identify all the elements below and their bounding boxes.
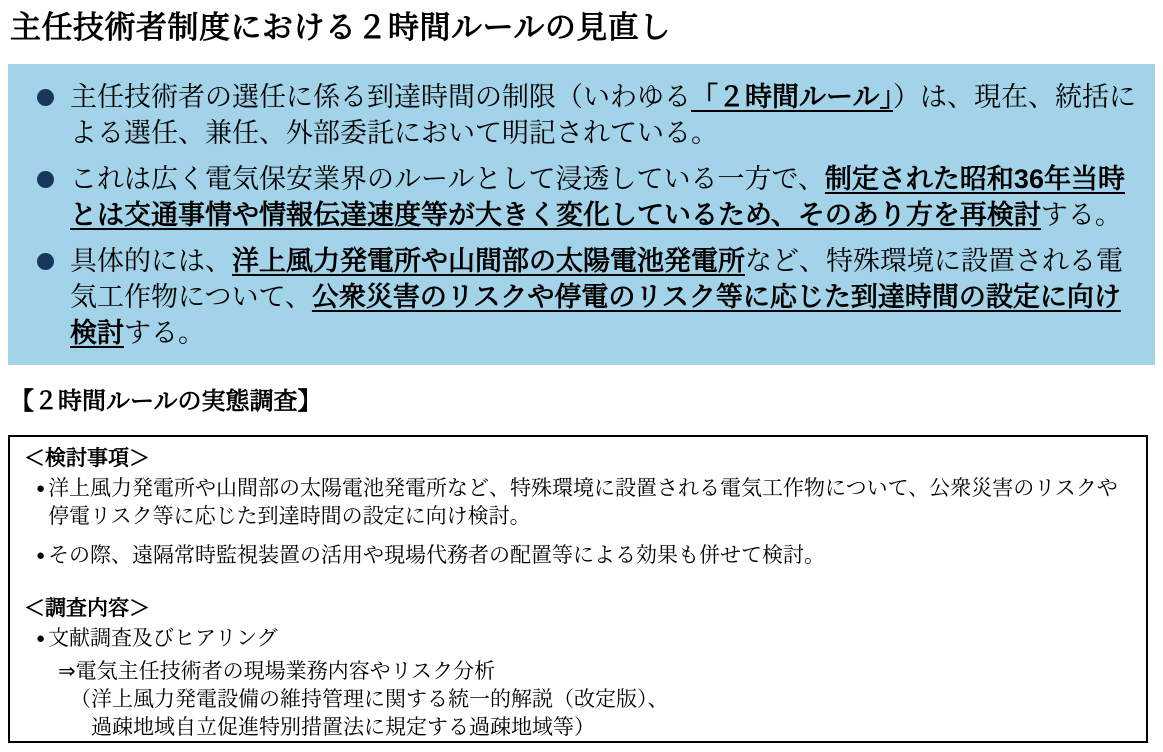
bullet-icon: ● <box>36 547 46 564</box>
arrow-note-continuation: （洋上風力発電設備の維持管理に関する統一的解説（改定版）、 <box>70 688 669 711</box>
bullet-icon <box>37 171 54 188</box>
detail-bullet <box>24 625 1134 653</box>
plain-text: する。 <box>124 318 205 348</box>
detail-sections <box>24 445 1134 653</box>
plain-text: これは広く電気保安業界のルールとして浸透している一方で、 <box>70 164 825 194</box>
detail-bullet <box>24 475 1134 531</box>
section-heading: 【２時間ルールの実態調査】 <box>10 388 322 415</box>
detail-bullet <box>24 542 1134 570</box>
detail-bullet-text: その際、遠隔常時監視装置の活用や現場代務者の配置等による効果も併せて検討。 <box>48 544 826 567</box>
plain-text: する。 <box>1040 200 1122 230</box>
emphasized-text: 「２時間ルール」 <box>691 82 893 112</box>
detail-bullet-text: 文献調査及びヒアリング <box>48 627 278 650</box>
summary-bullet <box>30 161 1143 233</box>
arrow-note-continuation: 過疎地域自立促進特別措置法に規定する過疎地域等） <box>91 716 595 739</box>
bullet-icon: ● <box>36 630 46 647</box>
detail-section-heading: ＜調査内容＞ <box>24 597 150 620</box>
emphasized-text: 公衆災害のリスクや停電のリスク等に応じた到達時間の設定に向け検討 <box>70 282 1121 348</box>
detail-bullet-text: 洋上風力発電所や山間部の太陽電池発電所など、特殊環境に設置される電気工作物について、公衆災害のリスクや停電リスク等に応じた到達時間の設定に向け検討。 <box>48 477 1118 528</box>
arrow-note-line: ⇒電気主任技術者の現場業務内容やリスク分析 <box>58 660 496 683</box>
summary-bullet <box>30 79 1143 151</box>
plain-text: 具体的には、 <box>70 246 232 276</box>
emphasized-text: 制定された昭和36年当時とは交通事情や情報伝達速度等が大きく変化しているため、そのあり方を再検討 <box>70 164 1125 230</box>
plain-text: 主任技術者の選任に係る到達時間の制限（いわゆる <box>70 82 691 112</box>
summary-bullet-text <box>70 79 1143 151</box>
plain-text: など、特殊環境に設置される電気工作物について、 <box>70 246 1123 312</box>
slide-page <box>0 8 1163 752</box>
summary-bullet-text <box>70 243 1143 351</box>
summary-box <box>8 64 1155 365</box>
detail-section-heading: ＜検討事項＞ <box>24 447 150 470</box>
plain-text: ）は、現在、統括による選任、兼任、外部委託において明記されている。 <box>70 82 1136 148</box>
summary-bullet <box>30 243 1143 351</box>
summary-bullet-text <box>70 161 1143 233</box>
bullet-icon: ● <box>36 480 46 497</box>
arrow-note <box>24 658 1134 742</box>
bullet-icon <box>37 89 54 106</box>
page-title: 主任技術者制度における２時間ルールの見直し <box>10 10 671 45</box>
bullet-icon <box>37 253 54 270</box>
emphasized-text: 洋上風力発電所や山間部の太陽電池発電所 <box>232 246 745 276</box>
detail-box <box>8 435 1148 743</box>
summary-bullet-list <box>30 79 1143 351</box>
